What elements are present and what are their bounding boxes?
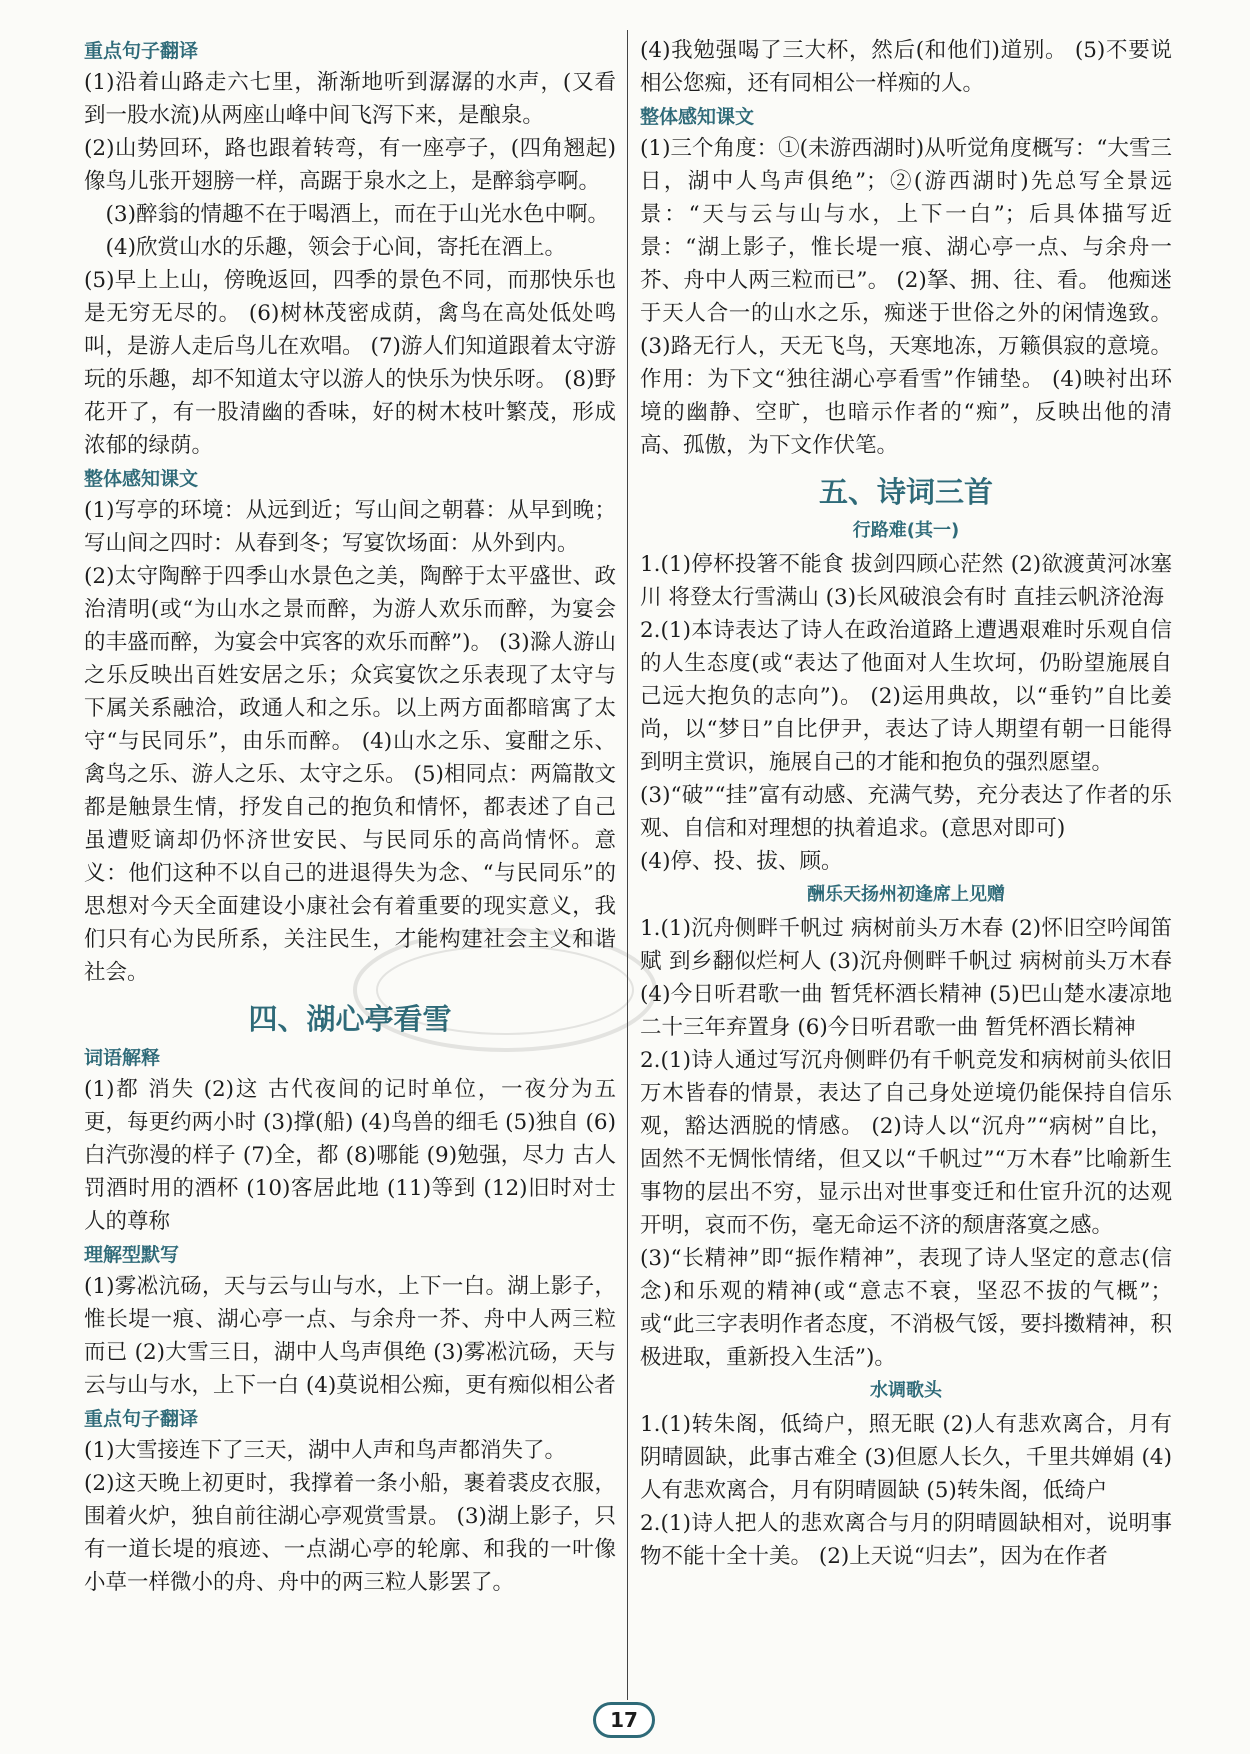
- left-column: [84, 34, 616, 1599]
- answer-paragraph: 1.(1)转朱阁，低绮户，照无眠 (2)人有悲欢离合，月有阴晴圆缺，此事古难全 (3)但愿人长久，千里共婵娟 (4)人有悲欢离合，月有阴晴圆缺 (5)转朱阁，低绮户: [640, 1412, 1172, 1503]
- section-label-key-sentence-translation: 重点句子翻译: [84, 1408, 199, 1430]
- answer-paragraph: (3)“破”“挂”富有动感、充满气势，充分表达了作者的乐观、自信和对理想的执着追求。(意思对即可): [640, 783, 1172, 841]
- answer-paragraph: (1)沿着山路走六七里，渐渐地听到潺潺的水声，(又看到一股水流)从两座山峰中间飞泻下来，是酿泉。: [84, 70, 616, 128]
- answer-paragraph: (2)山势回环，路也跟着转弯，有一座亭子，(四角翘起)像鸟儿张开翅膀一样，高踞于泉水之上，是醉翁亭啊。: [84, 136, 616, 194]
- answer-paragraph: 1.(1)沉舟侧畔千帆过 病树前头万木春 (2)怀旧空吟闻笛赋 到乡翻似烂柯人 (3)沉舟侧畔千帆过 病树前头万木春 (4)今日听君歌一曲 暂凭杯酒长精神 (5)巴山楚水凄凉地 二十三年弃置身 (6)今日听君歌一曲 暂凭杯酒长精神: [640, 916, 1172, 1040]
- answer-paragraph: (1)三个角度：①(未游西湖时)从听觉角度概写：“大雪三日，湖中人鸟声俱绝”；②(游西湖时)先总写全景远景：“天与云与山与水，上下一白”；后具体描写近景：“湖上影子，惟长堤一痕、湖心亭一点、与余舟一芥、舟中人两三粒而已”。 (2)拏、拥、往、看。 他痴迷于天人合一的山水之乐，痴迷于世俗之外的闲情逸致。 (3)路无行人，天无飞鸟，天寒地冻，万籁俱寂的意境。作用：为下文“独往湖心亭看雪”作铺垫。 (4)映衬出环境的幽静、空旷，也暗示作者的“痴”，反映出他的清高、孤傲，为下文作伏笔。: [640, 136, 1172, 458]
- section-label-overall-perception: 整体感知课文: [84, 468, 199, 490]
- answer-paragraph: (2)这天晚上初更时，我撑着一条小船，裹着裘皮衣服，围着火炉，独自前往湖心亭观赏雪景。 (3)湖上影子，只有一道长堤的痕迹、一点湖心亭的轮廓、和我的一叶像小草一样微小的舟、舟中的两三粒人影罢了。: [84, 1471, 616, 1595]
- chapter-heading: 五、诗词三首: [818, 475, 993, 509]
- poem-title: 酬乐天扬州初逢席上见赠: [807, 884, 1005, 905]
- section-label-key-sentence-translation: 重点句子翻译: [84, 40, 199, 62]
- section-label-word-explanation: 词语解释: [84, 1047, 161, 1069]
- section-label-overall-perception: 整体感知课文: [640, 106, 755, 128]
- answer-paragraph: (3)“长精神”即“振作精神”，表现了诗人坚定的意志(信念)和乐观的精神(或“意志不衰，坚忍不拔的气概”；或“此三字表明作者态度，不消极气馁，要抖擞精神，积极进取，重新投入生活”)。: [640, 1246, 1172, 1370]
- poem-title: 行路难(其一): [852, 520, 960, 541]
- page-number: [584, 1700, 664, 1740]
- answer-paragraph: (4)停、投、拔、顾。: [640, 849, 843, 874]
- answer-paragraph: (3)醉翁的情趣不在于喝酒上，而在于山光水色中啊。: [105, 202, 609, 227]
- answer-paragraph: 2.(1)本诗表达了诗人在政治道路上遭遇艰难时乐观自信的人生态度(或“表达了他面对人生坎坷，仍盼望施展自己远大抱负的志向”)。 (2)运用典故，以“垂钓”自比姜尚，以“梦日”自比伊尹，表达了诗人期望有朝一日能得到明主赏识，施展自己的才能和抱负的强烈愿望。: [640, 618, 1172, 775]
- answer-paragraph: (1)写亭的环境：从远到近；写山间之朝暮：从早到晚；写山间之四时：从春到冬；写宴饮场面：从外到内。: [84, 498, 616, 556]
- answer-paragraph: 2.(1)诗人把人的悲欢离合与月的阴晴圆缺相对，说明事物不能十全十美。 (2)上天说“归去”，因为在作者: [640, 1511, 1172, 1569]
- answer-paragraph: (4)我勉强喝了三大杯，然后(和他们)道别。 (5)不要说相公您痴，还有同相公一样痴的人。: [640, 38, 1172, 96]
- answer-paragraph: 1.(1)停杯投箸不能食 拔剑四顾心茫然 (2)欲渡黄河冰塞川 将登太行雪满山 (3)长风破浪会有时 直挂云帆济沧海: [640, 552, 1172, 610]
- page-number-label: 17: [593, 1702, 655, 1738]
- right-column: [640, 34, 1172, 1573]
- answer-paragraph: (4)欣赏山水的乐趣，领会于心间，寄托在酒上。: [105, 235, 566, 260]
- answer-paragraph: (5)早上上山，傍晚返回，四季的景色不同，而那快乐也是无穷无尽的。 (6)树林茂密成荫，禽鸟在高处低处鸣叫，是游人走后鸟儿在欢唱。 (7)游人们知道跟着太守游玩的乐趣，却不知道太守以游人的快乐为快乐呀。 (8)野花开了，有一股清幽的香味，好的树木枝叶繁茂，形成浓郁的绿荫。: [84, 268, 616, 458]
- column-divider: [627, 30, 628, 1700]
- answer-paragraph: (1)大雪接连下了三天，湖中人声和鸟声都消失了。: [84, 1438, 566, 1463]
- poem-title: 水调歌头: [870, 1380, 942, 1401]
- answer-paragraph: (1)都 消失 (2)这 古代夜间的记时单位，一夜分为五更，每更约两小时 (3)撑(船) (4)鸟兽的细毛 (5)独自 (6)白汽弥漫的样子 (7)全，都 (8)哪能 (9)勉强，尽力 古人罚酒时用的酒杯 (10)客居此地 (11)等到 (12)旧时对士人的尊称: [84, 1077, 616, 1234]
- section-label-dictation: 理解型默写: [84, 1244, 180, 1266]
- answer-paragraph: 2.(1)诗人通过写沉舟侧畔仍有千帆竞发和病树前头依旧万木皆春的情景，表达了自己身处逆境仍能保持自信乐观，豁达洒脱的情感。 (2)诗人以“沉舟”“病树”自比，固然不无惆怅情绪，但又以“千帆过”“万木春”比喻新生事物的层出不穷，显示出对世事变迁和仕宦升沉的达观开明，哀而不伤，毫无命运不济的颓唐落寞之感。: [640, 1048, 1172, 1238]
- answer-paragraph: (1)雾凇沆砀，天与云与山与水，上下一白。湖上影子，惟长堤一痕、湖心亭一点、与余舟一芥、舟中人两三粒而已 (2)大雪三日，湖中人鸟声俱绝 (3)雾凇沆砀，天与云与山与水，上下一白 (4)莫说相公痴，更有痴似相公者: [84, 1274, 616, 1398]
- chapter-heading: 四、湖心亭看雪: [248, 1002, 452, 1036]
- answer-paragraph: (2)太守陶醉于四季山水景色之美，陶醉于太平盛世、政治清明(或“为山水之景而醉，为游人欢乐而醉，为宴会的丰盛而醉，为宴会中宾客的欢乐而醉”)。 (3)滁人游山之乐反映出百姓安居之乐；众宾宴饮之乐表现了太守与下属关系融洽，政通人和之乐。以上两方面都暗寓了太守“与民同乐”，由乐而醉。 (4)山水之乐、宴酣之乐、禽鸟之乐、游人之乐、太守之乐。 (5)相同点：两篇散文都是触景生情，抒发自己的抱负和情怀，都表述了自己虽遭贬谪却仍怀济世安民、与民同乐的高尚情怀。意义：他们这种不以自己的进退得失为念、“与民同乐”的思想对今天全面建设小康社会有着重要的现实意义，我们只有心为民所系，关注民生，才能构建社会主义和谐社会。: [84, 564, 616, 985]
